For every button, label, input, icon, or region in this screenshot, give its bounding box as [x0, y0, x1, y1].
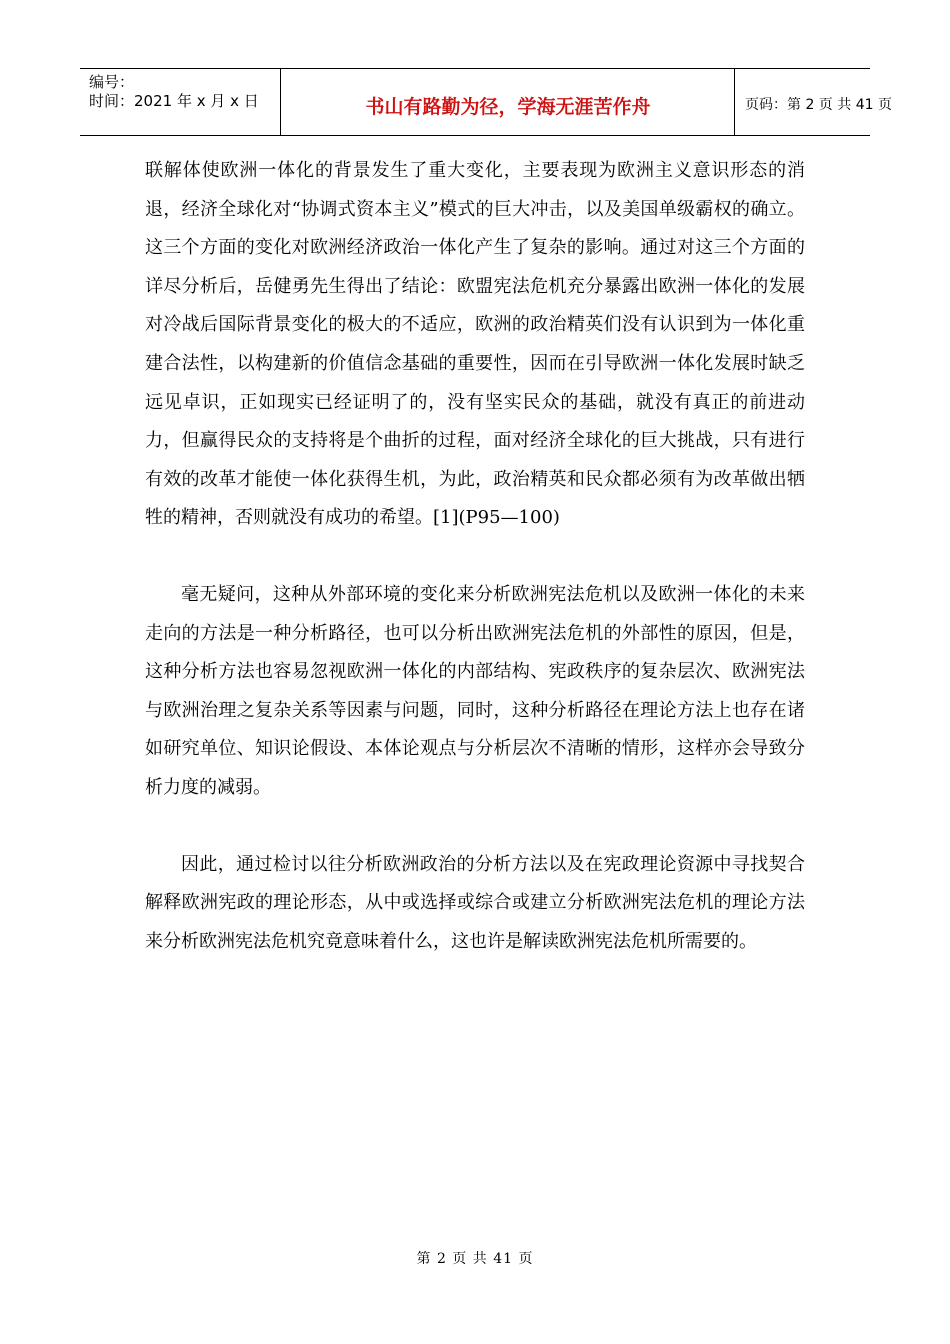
page-footer: 第 2 页 共 41 页 [416, 1251, 534, 1267]
header-page-info: 页码：第 2 页 共 41 页 [745, 97, 892, 113]
paragraph-3: 因此，通过检讨以往分析欧洲政治的分析方法以及在宪政理论资源中寻找契合解释欧洲宪政的理论形态，从中或选择或综合或建立分析欧洲宪法危机的理论方法来分析欧洲宪法危机究竟意味着什么，这也许是解读欧洲宪法危机所需要的。 [145, 853, 805, 952]
document-body [145, 152, 805, 961]
paragraph-1: 联解体使欧洲一体化的背景发生了重大变化，主要表现为欧洲主义意识形态的消退，经济全球化对“协调式资本主义”模式的巨大冲击，以及美国单级霸权的确立。这三个方面的变化对欧洲经济政治一体化产生了复杂的影响。通过对这三个方面的详尽分析后，岳健勇先生得出了结论：欧盟宪法危机充分暴露出欧洲一体化的发展对冷战后国际背景变化的极大的不适应，欧洲的政治精英们没有认识到为一体化重建合法性，以构建新的价值信念基础的重要性，因而在引导欧洲一体化发展时缺乏远见卓识，正如现实已经证明了的，没有坚实民众的基础，就没有真正的前进动力，但赢得民众的支持将是个曲折的过程，面对经济全球化的巨大挑战，只有进行有效的改革才能使一体化获得生机，为此，政治精英和民众都必须有为改革做出牺牲的精神，否则就没有成功的希望。[1](P95—100) [145, 160, 805, 529]
header-motto: 书山有路勤为径，学海无涯苦作舟 [282, 69, 735, 135]
header-meta [80, 69, 281, 135]
document-number-label: 编号： [89, 73, 135, 91]
page-header [80, 68, 892, 136]
document-date: 时间：2021 年 x 月 x 日 [89, 92, 259, 110]
paragraph-2: 毫无疑问，这种从外部环境的变化来分析欧洲宪法危机以及欧洲一体化的未来走向的方法是一种分析路径，也可以分析出欧洲宪法危机的外部性的原因，但是，这种分析方法也容易忽视欧洲一体化的内部结构、宪政秩序的复杂层次、欧洲宪法与欧洲治理之复杂关系等因素与问题，同时，这种分析路径在理论方法上也存在诸如研究单位、知识论假设、本体论观点与分析层次不清晰的情形，这样亦会导致分析力度的减弱。 [145, 583, 805, 798]
